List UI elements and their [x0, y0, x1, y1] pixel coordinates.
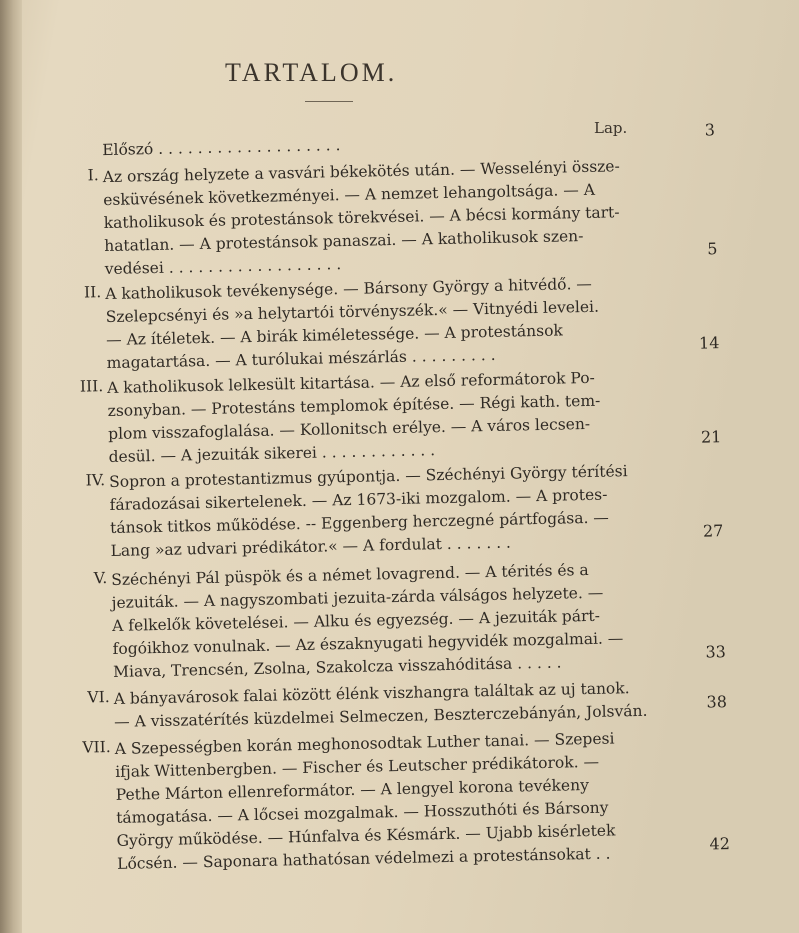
chapter-number: I. [87, 166, 99, 185]
toc-entry-line: Sopron a protestantizmus gyúpontja. — Széchényi György térítési [108, 462, 628, 492]
toc-entry-line: Széchényi Pál püspök és a német lovagrend. — A térités és a [111, 560, 589, 589]
toc-entry-line: — Az ítéletek. — A birák kiméletessége. — A protestánsok [106, 321, 564, 350]
toc-entry-line: Pethe Márton ellenreformátor. — A lengyel korona tevékeny [115, 776, 590, 804]
toc-page-number: 14 [698, 333, 720, 353]
toc-entry [63, 365, 722, 470]
toc-entry-line: zsonyban. — Protestáns templomok építése. — Régi kath. tem- [107, 391, 601, 421]
page-gutter-edge [0, 0, 22, 933]
toc-entry-line: Szelepcsényi és »a helytartói törvényszék.« — Vitnyédi levelei. [105, 297, 600, 327]
toc-page-number: 5 [707, 239, 718, 259]
toc-entry [59, 154, 718, 282]
table-of-contents [58, 120, 731, 877]
chapter-number: II. [83, 283, 102, 302]
toc-page-number: 42 [709, 834, 731, 854]
toc-entry-line: magatartása. — A turólukai mészárlás . . . . . . . . . [106, 345, 496, 373]
toc-entry-line: A bányavárosok falai között élénk viszhangra találtak az uj tanok. [113, 679, 630, 708]
toc-entry-line: A Szepességben korán meghonosodtak Luther tanai. — Szepesi [114, 729, 615, 758]
toc-entry-line: hatatlan. — A protestánsok panaszai. — A katholikusok szen- [104, 227, 584, 256]
toc-page-number: 21 [700, 427, 722, 447]
chapter-number: IV. [85, 471, 106, 490]
toc-entry [71, 726, 731, 877]
toc-entry [67, 557, 727, 685]
chapter-number: V. [93, 569, 108, 588]
toc-page-number: 38 [706, 692, 728, 712]
toc-entry-line: ifjak Wittenbergben. — Fischer és Leutscher prédikátorok. — [115, 752, 600, 781]
toc-entry [65, 459, 724, 564]
toc-page-number: 3 [704, 120, 716, 140]
toc-entry-line: — A visszatérítés küzdelmei Selmeczen, Beszterczebányán, Jolsván. [114, 701, 648, 731]
toc-entry-line: fogóikhoz vonulnak. — Az északnyugati hegyvidék mozgalmai. — [112, 629, 624, 658]
toc-entry-line: A katholikusok lelkesült kitartása. — Az első reformátorok Po- [107, 368, 595, 398]
toc-entry-line: Lang »az udvari prédikátor.« — A fordulat . . . . . . . [110, 533, 512, 560]
toc-page-number: 27 [702, 521, 724, 541]
chapter-number: III. [79, 377, 104, 396]
chapter-number: VI. [87, 688, 110, 707]
page-title: TARTALOM. [225, 58, 398, 87]
toc-entry-line: György működése. — Húnfalva és Késmárk. — Ujabb kisérletek [116, 821, 616, 850]
toc-entry-line: plom visszafoglalása. — Kollonitsch erélye. — A város lecsen- [107, 414, 591, 444]
toc-entry-line: fáradozásai sikertelenek. — Az 1673-iki mozgalom. — A protes- [109, 485, 608, 514]
toc-entry-line: Miava, Trencsén, Zsolna, Szakolcza visszahóditása . . . . . [112, 653, 562, 681]
toc-page-number: 33 [705, 642, 727, 662]
toc-entry-line: A katholikusok tevékenysége. — Bársony György a hitvédő. — [105, 274, 593, 304]
toc-entry-line: Lőcsén. — Saponara hathatósan védelmezi a protestánsokat . . [116, 844, 611, 873]
title-rule [305, 101, 353, 102]
toc-entry-line: vedései . . . . . . . . . . . . . . . . . . [104, 255, 342, 279]
toc-entry-line: Előszó . . . . . . . . . . . . . . . . . . . [102, 136, 341, 160]
toc-entry-line: A felkelők követelései. — Alku és egyezség. — A jezuiták párt- [112, 606, 601, 635]
toc-entry-line: tánsok titkos működése. -- Eggenberg herczegné pártfogása. — [109, 508, 610, 537]
toc-entry-line: Az ország helyzete a vasvári békekötés után. — Wesselényi össze- [102, 157, 620, 187]
toc-entry-line: esküvésének következményei. — A nemzet lehangoltsága. — A [103, 180, 596, 210]
toc-entry-line: támogatása. — A lőcsei mozgalmak. — Hosszuthóti és Bársony [116, 798, 609, 827]
toc-entry [61, 271, 720, 376]
toc-entry [69, 676, 728, 735]
chapter-number: VII. [82, 738, 111, 757]
toc-entry-line: desül. — A jezuiták sikerei . . . . . . . . . . . . [108, 441, 436, 467]
toc-entry-line: jezuiták. — A nagyszombati jezuita-zárda válságos helyzete. — [111, 583, 604, 612]
page-column-label: Lap. [594, 119, 628, 137]
toc-entry-line: katholikusok és protestánsok törekvései. — A bécsi kormány tart- [103, 203, 620, 233]
